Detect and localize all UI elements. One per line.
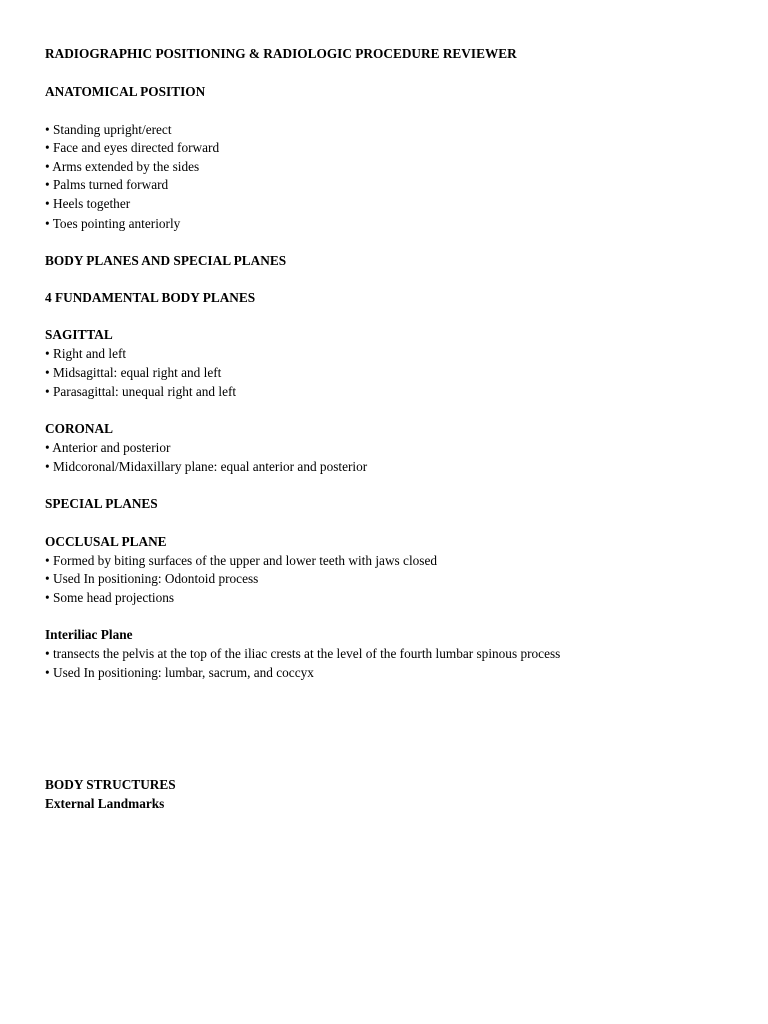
- heading-sagittal: SAGITTAL: [45, 327, 113, 342]
- list-item: • Palms turned forward: [45, 177, 169, 192]
- heading-anatomical-position: ANATOMICAL POSITION: [45, 84, 206, 99]
- heading-fundamental-planes: 4 FUNDAMENTAL BODY PLANES: [45, 290, 256, 305]
- list-item: • Right and left: [45, 346, 127, 361]
- heading-body-structures: BODY STRUCTURES: [45, 777, 176, 792]
- heading-interiliac-plane: Interiliac Plane: [45, 627, 133, 642]
- list-item: • transects the pelvis at the top of the iliac crests at the level of the fourth lumbar spinous process: [45, 646, 561, 661]
- heading-occlusal-plane: OCCLUSAL PLANE: [45, 534, 167, 549]
- list-item: • Some head projections: [45, 590, 175, 605]
- list-item: • Parasagittal: unequal right and left: [45, 384, 237, 399]
- list-item: • Anterior and posterior: [45, 440, 171, 455]
- heading-body-planes: BODY PLANES AND SPECIAL PLANES: [45, 253, 287, 268]
- heading-coronal: CORONAL: [45, 421, 113, 436]
- list-item: • Toes pointing anteriorly: [45, 216, 181, 231]
- list-item: • Midsagittal: equal right and left: [45, 365, 222, 380]
- list-item: • Arms extended by the sides: [45, 159, 200, 174]
- document-title: RADIOGRAPHIC POSITIONING & RADIOLOGIC PROCEDURE REVIEWER: [45, 46, 517, 61]
- list-item: • Face and eyes directed forward: [45, 140, 220, 155]
- list-item: • Standing upright/erect: [45, 122, 172, 137]
- list-item: • Used In positioning: lumbar, sacrum, and coccyx: [45, 665, 314, 680]
- list-item: • Midcoronal/Midaxillary plane: equal anterior and posterior: [45, 459, 368, 474]
- list-item: • Heels together: [45, 196, 131, 211]
- subheading-external-landmarks: External Landmarks: [45, 796, 165, 811]
- heading-special-planes: SPECIAL PLANES: [45, 496, 158, 511]
- list-item: • Used In positioning: Odontoid process: [45, 571, 259, 586]
- list-item: • Formed by biting surfaces of the upper and lower teeth with jaws closed: [45, 553, 438, 568]
